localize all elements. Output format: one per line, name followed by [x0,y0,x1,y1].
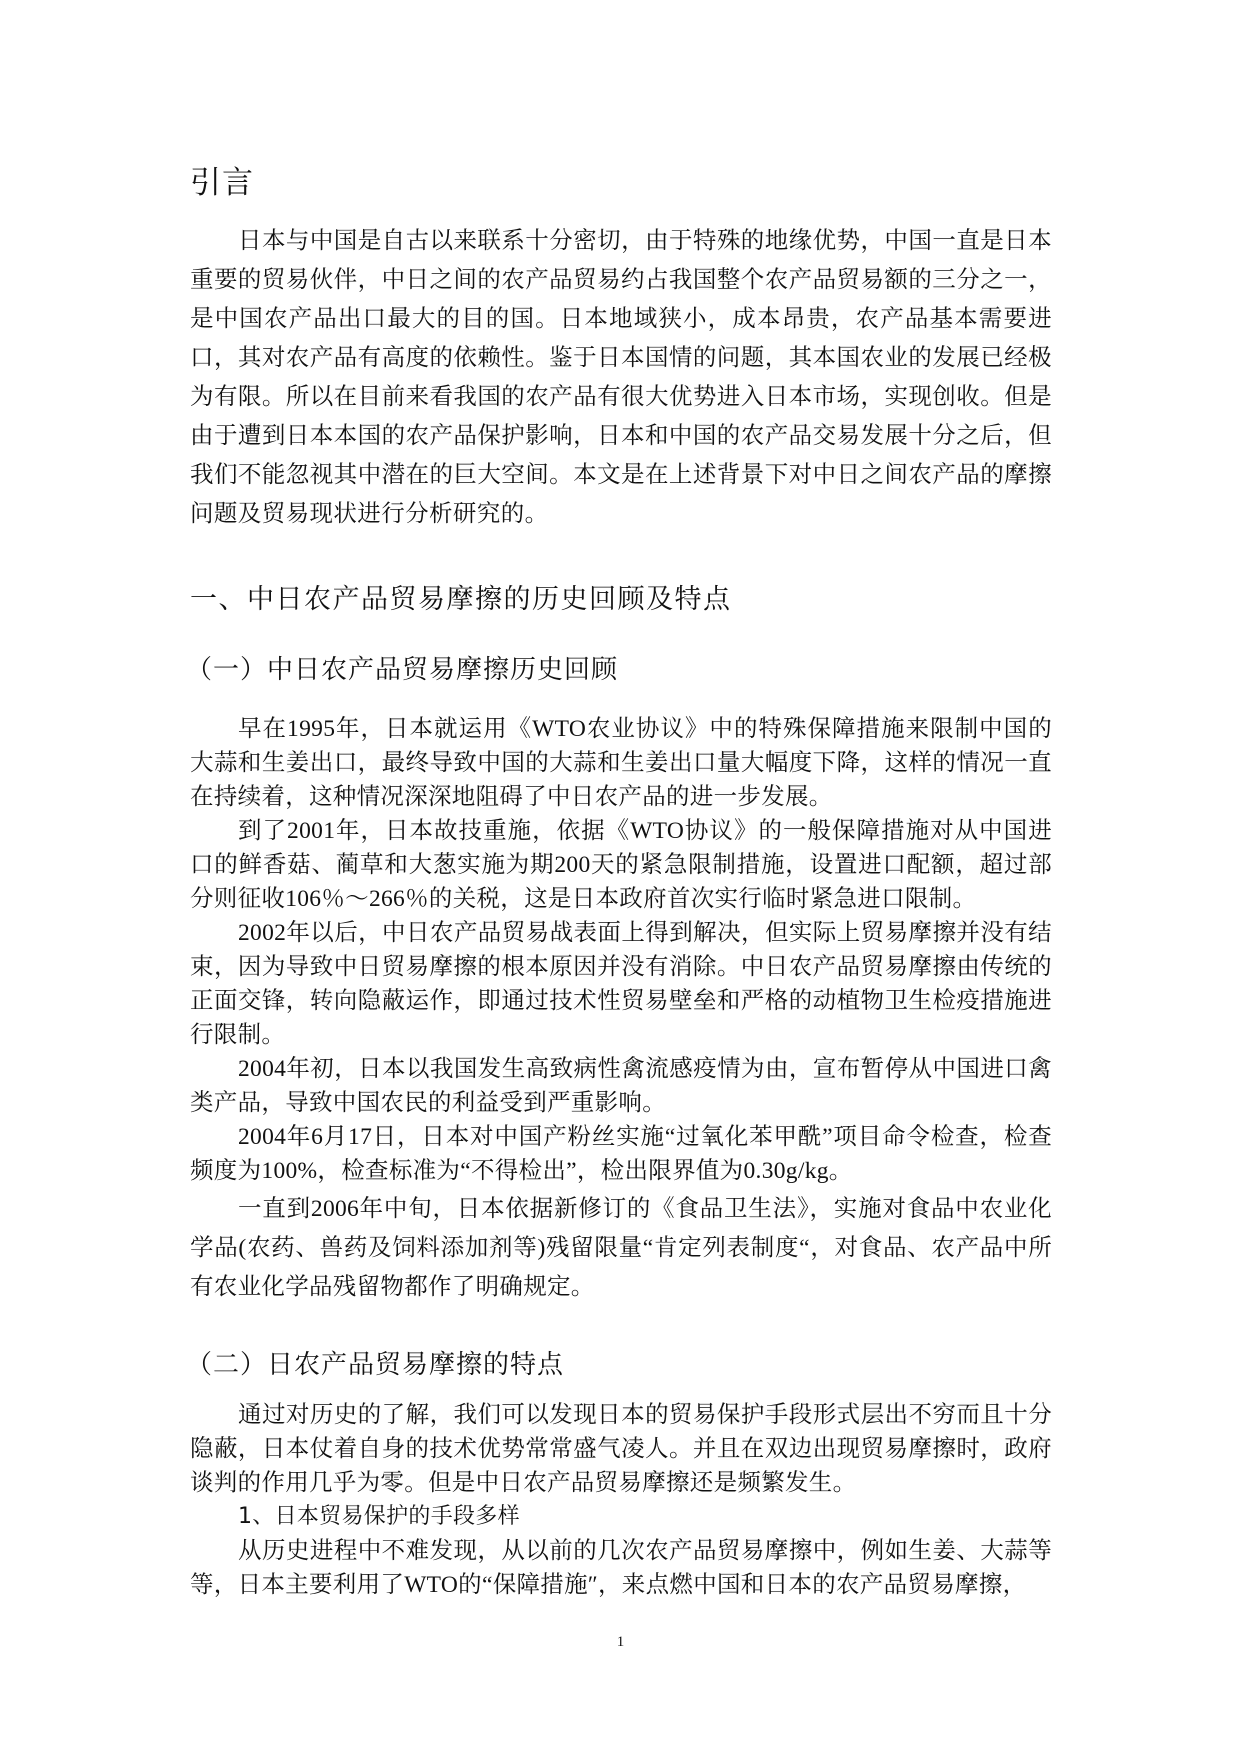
point-1-heading: 1、日本贸易保护的手段多样 [238,1504,520,1529]
subsection-2-heading: （二）日农产品贸易摩擦的特点 [186,1350,565,1380]
history-paragraph-2004-june: 2004年6月17日，日本对中国产粉丝实施“过氧化苯甲酰”项目命令检查，检查频度为100%，检查标准为“不得检出”，检出限界值为0.30g/kg。 [190,1124,1052,1184]
point-1-paragraph: 从历史进程中不难发现，从以前的几次农产品贸易摩擦中，例如生姜、大蒜等等，日本主要利用了WTO的“保障措施″，来点燃中国和日本的农产品贸易摩擦， [190,1538,1052,1598]
section-1-heading: 一、中日农产品贸易摩擦的历史回顾及特点 [190,584,732,615]
characteristics-paragraphs [190,1398,1052,1602]
history-paragraph-2004-early: 2004年初，日本以我国发生高致病性禽流感疫情为由，宣布暂停从中国进口禽类产品，导致中国农民的利益受到严重影响。 [190,1056,1052,1116]
history-paragraph-2002: 2002年以后，中日农产品贸易战表面上得到解决，但实际上贸易摩擦并没有结束，因为导致中日贸易摩擦的根本原因并没有消除。中日农产品贸易摩擦由传统的正面交锋，转向隐蔽运作，即通过技术性贸易壁垒和严格的动植物卫生检疫措施进行限制。 [190,920,1052,1048]
history-paragraphs [190,712,1052,1307]
page-number: 1 [616,1634,625,1650]
history-paragraph-2006: 一直到2006年中旬，日本依据新修订的《食品卫生法》，实施对食品中农业化学品(农药、兽药及饲料添加剂等)残留限量“肯定列表制度“，对食品、农产品中所有农业化学品残留物都作了明确规定。 [190,1196,1052,1300]
characteristics-paragraph-intro: 通过对历史的了解，我们可以发现日本的贸易保护手段形式层出不穷而且十分隐蔽，日本仗着自身的技术优势常常盛气凌人。并且在双边出现贸易摩擦时，政府谈判的作用几乎为零。但是中日农产品贸易摩擦还是频繁发生。 [190,1402,1052,1496]
intro-paragraph: 日本与中国是自古以来联系十分密切，由于特殊的地缘优势，中国一直是日本重要的贸易伙伴，中日之间的农产品贸易约占我国整个农产品贸易额的三分之一，是中国农产品出口最大的目的国。日本地域狭小，成本昂贵，农产品基本需要进口，其对农产品有高度的依赖性。鉴于日本国情的问题，其本国农业的发展已经极为有限。所以在目前来看我国的农产品有很大优势进入日本市场，实现创收。但是由于遭到日本本国的农产品保护影响，日本和中国的农产品交易发展十分之后，但我们不能忽视其中潜在的巨大空间。本文是在上述背景下对中日之间农产品的摩擦问题及贸易现状进行分析研究的。 [190,228,1052,527]
subsection-1-heading: （一）中日农产品贸易摩擦历史回顾 [186,655,619,685]
history-paragraph-1995: 早在1995年，日本就运用《WTO农业协议》中的特殊保障措施来限制中国的大蒜和生姜出口，最终导致中国的大蒜和生姜出口量大幅度下降，这样的情况一直在持续着，这种情况深深地阻碍了中日农产品的进一步发展。 [190,716,1052,810]
history-paragraph-2001: 到了2001年，日本故技重施，依据《WTO协议》的一般保障措施对从中国进口的鲜香菇、蔺草和大葱实施为期200天的紧急限制措施，设置进口配额，超过部分则征收106％～266％的关税，这是日本政府首次实行临时紧急进口限制。 [190,818,1052,912]
intro-title: 引言 [190,165,254,201]
